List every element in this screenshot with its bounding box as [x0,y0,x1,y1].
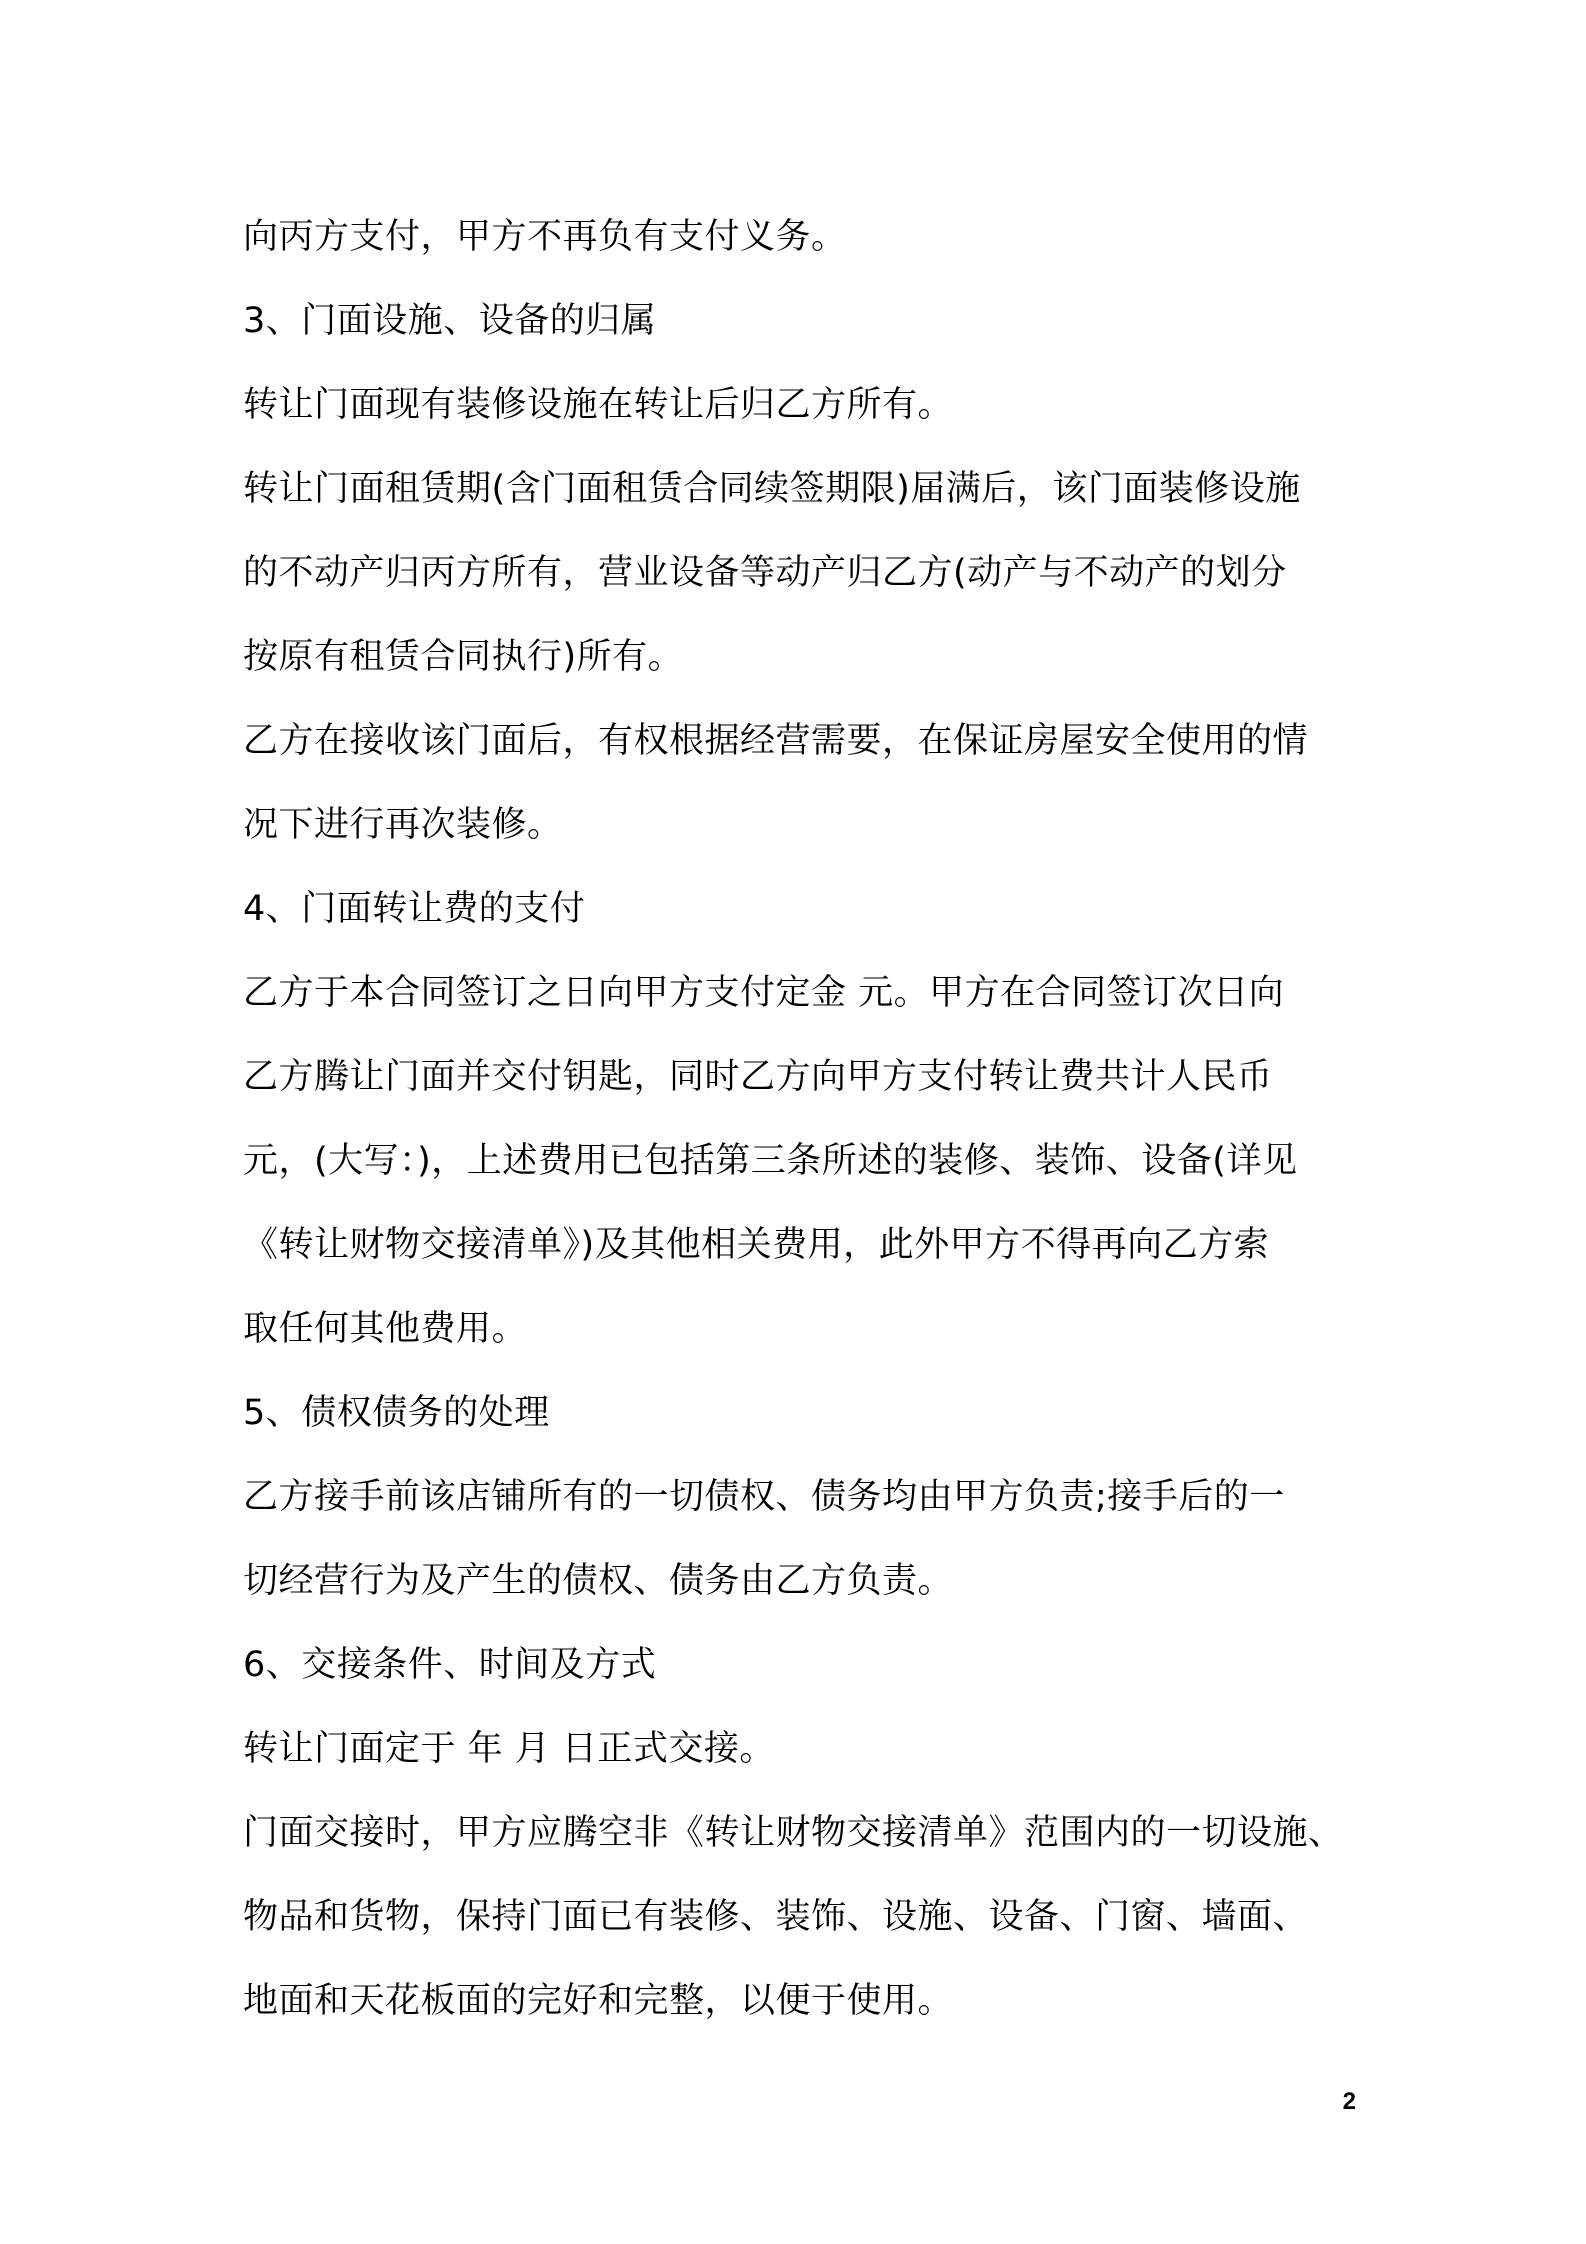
body-line: 乙方于本合同签订之日向甲方支付定金 元。甲方在合同签订次日向 [243,973,1285,1013]
document-body [243,195,1363,2043]
body-line: 的不动产归丙方所有，营业设备等动产归乙方(动产与不动产的划分 [243,553,1287,593]
body-line: 转让门面现有装修设施在转让后归乙方所有。 [243,385,954,425]
body-line: 切经营行为及产生的债权、债务由乙方负责。 [243,1561,954,1601]
body-line: 向丙方支付，甲方不再负有支付义务。 [243,217,847,257]
section-heading: 5、债权债务的处理 [243,1393,550,1433]
body-line: 转让门面定于 年 月 日正式交接。 [243,1729,775,1769]
body-line: 元，(大写：)，上述费用已包括第三条所述的装修、装饰、设备(详见 [243,1141,1298,1181]
section-heading: 4、门面转让费的支付 [243,889,586,929]
body-line: 乙方腾让门面并交付钥匙，同时乙方向甲方支付转让费共计人民币 [243,1057,1273,1097]
body-line: 乙方在接收该门面后，有权根据经营需要，在保证房屋安全使用的情 [243,721,1309,761]
body-line: 物品和货物，保持门面已有装修、装饰、设施、设备、门窗、墙面、 [243,1897,1309,1937]
body-line: 按原有租赁合同执行)所有。 [243,637,684,677]
body-line: 《转让财物交接清单》)及其他相关费用，此外甲方不得再向乙方索 [243,1225,1270,1265]
section-heading: 6、交接条件、时间及方式 [243,1645,657,1685]
body-line: 地面和天花板面的完好和完整，以便于使用。 [243,1981,954,2021]
body-line: 门面交接时，甲方应腾空非《转让财物交接清单》范围内的一切设施、 [243,1813,1344,1853]
body-line: 转让门面租赁期(含门面租赁合同续签期限)届满后，该门面装修设施 [243,469,1301,509]
body-line: 乙方接手前该店铺所有的一切债权、债务均由甲方负责;接手后的一 [243,1477,1285,1517]
page-number: 2 [1342,2088,1356,2115]
body-line: 取任何其他费用。 [243,1309,528,1349]
section-heading: 3、门面设施、设备的归属 [243,301,657,341]
body-line: 况下进行再次装修。 [243,805,563,845]
